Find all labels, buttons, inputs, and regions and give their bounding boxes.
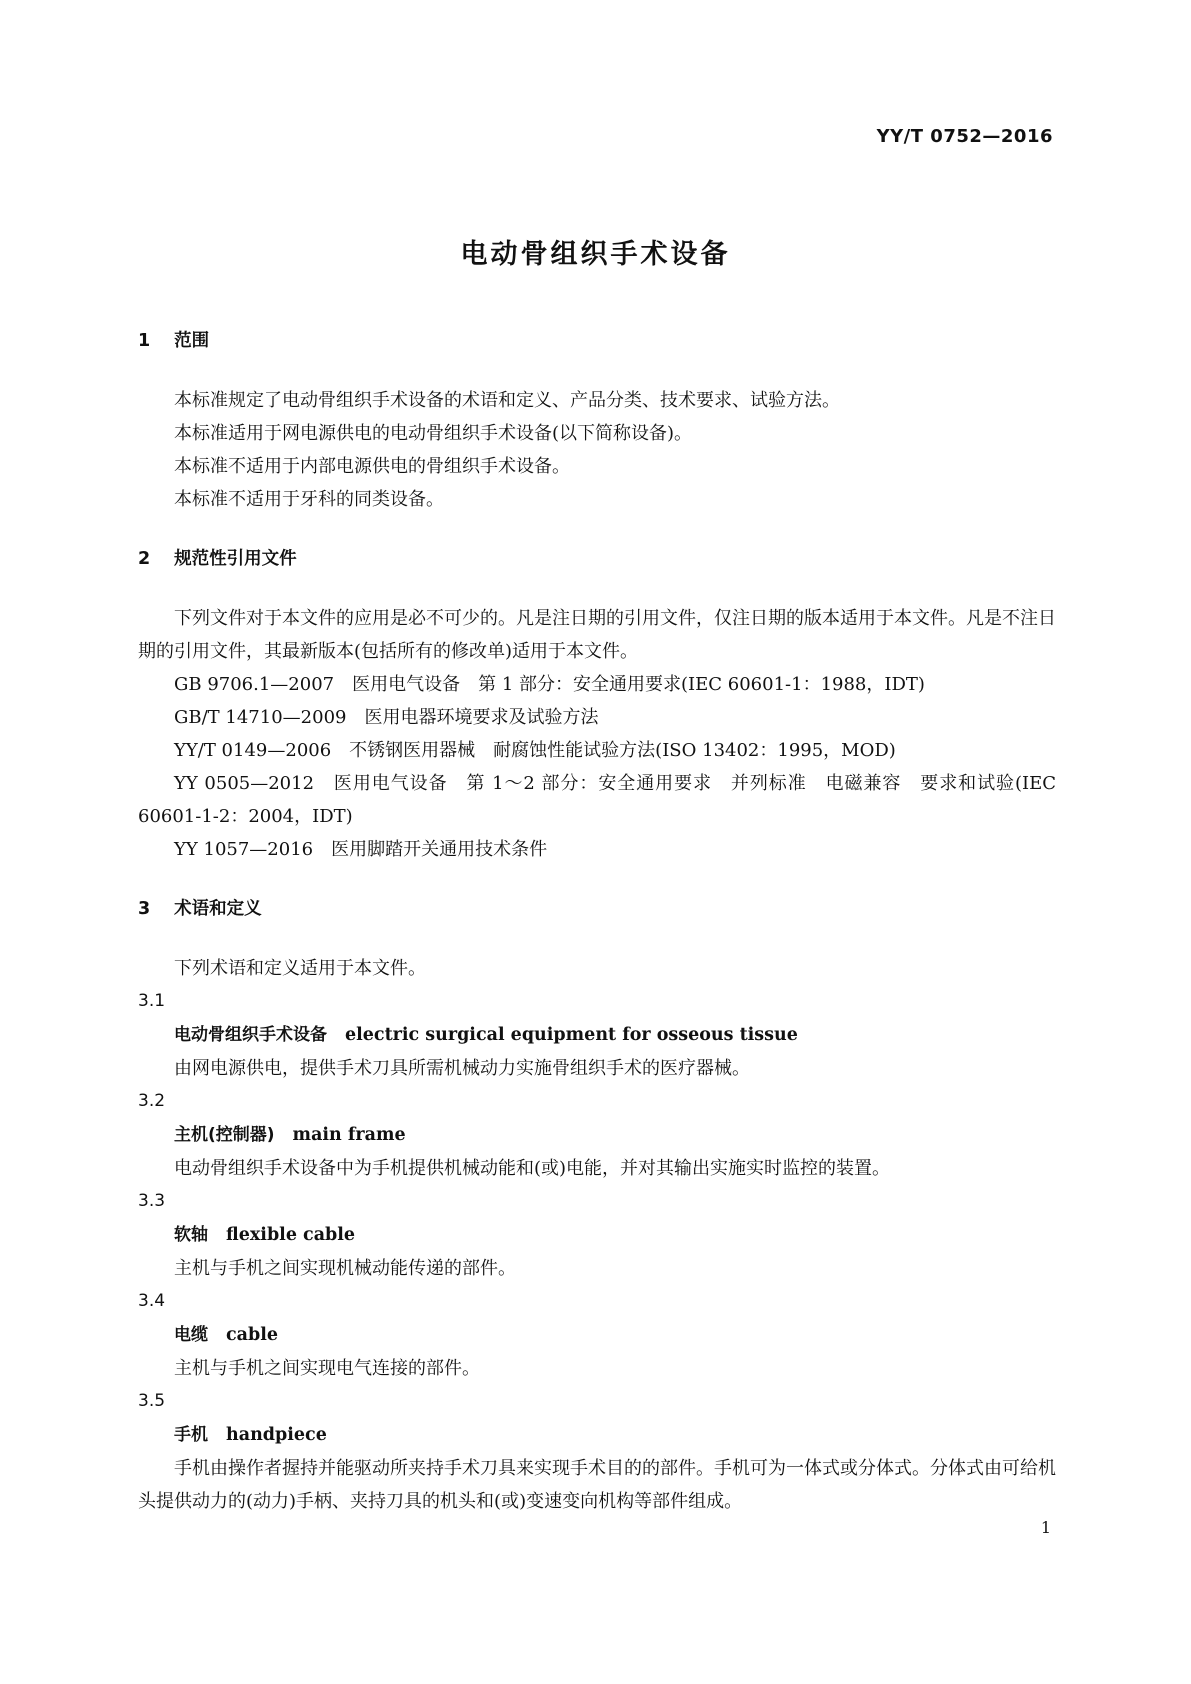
term-en: cable xyxy=(226,1325,279,1345)
term-number: 3.3 xyxy=(138,1191,166,1211)
term-number: 3.5 xyxy=(138,1391,166,1411)
term-heading xyxy=(138,1018,1056,1052)
section-1-heading xyxy=(138,325,1056,358)
term-zh: 主机(控制器) xyxy=(174,1125,275,1145)
section-number: 2 xyxy=(138,549,151,569)
term-en: flexible cable xyxy=(226,1225,356,1245)
reference-item: YY/T 0149—2006 不锈钢医用器械 耐腐蚀性能试验方法(ISO 13402：1995，MOD) xyxy=(174,740,896,761)
section-number: 3 xyxy=(138,899,151,919)
document-body xyxy=(138,325,1056,1518)
reference-item: GB 9706.1—2007 医用电气设备 第 1 部分：安全通用要求(IEC 60601-1：1988，IDT) xyxy=(174,674,925,695)
section-number: 1 xyxy=(138,331,151,351)
reference-item: YY 1057—2016 医用脚踏开关通用技术条件 xyxy=(174,839,548,860)
term-heading xyxy=(138,1118,1056,1152)
term-definition: 主机与手机之间实现电气连接的部件。 xyxy=(174,1358,480,1379)
paragraph: 本标准不适用于牙科的同类设备。 xyxy=(174,489,444,510)
term-heading xyxy=(138,1318,1056,1352)
paragraph: 下列术语和定义适用于本文件。 xyxy=(174,958,426,979)
term-number: 3.2 xyxy=(138,1091,166,1111)
term-definition: 主机与手机之间实现机械动能传递的部件。 xyxy=(174,1258,516,1279)
section-title: 规范性引用文件 xyxy=(174,549,297,569)
term-definition: 由网电源供电，提供手术刀具所需机械动力实施骨组织手术的医疗器械。 xyxy=(174,1058,750,1079)
page-number: 1 xyxy=(1040,1518,1051,1537)
term-en: electric surgical equipment for osseous tissue xyxy=(345,1025,798,1045)
section-2-heading xyxy=(138,543,1056,576)
term-heading xyxy=(138,1418,1056,1452)
term-en: main frame xyxy=(292,1125,406,1145)
term-definition: 手机由操作者握持并能驱动所夹持手术刀具来实现手术目的的部件。手机可为一体式或分体式。分体式由可给机头提供动力的(动力)手柄、夹持刀具的机头和(或)变速变向机构等部件组成。 xyxy=(138,1458,1056,1512)
reference-item: YY 0505—2012 医用电气设备 第 1～2 部分：安全通用要求 并列标准 电磁兼容 要求和试验(IEC 60601-1-2：2004，IDT) xyxy=(138,773,1056,827)
term-number: 3.4 xyxy=(138,1291,166,1311)
term-heading xyxy=(138,1218,1056,1252)
paragraph: 本标准不适用于内部电源供电的骨组织手术设备。 xyxy=(174,456,570,477)
section-3-heading xyxy=(138,893,1056,926)
paragraph: 下列文件对于本文件的应用是必不可少的。凡是注日期的引用文件，仅注日期的版本适用于本文件。凡是不注日期的引用文件，其最新版本(包括所有的修改单)适用于本文件。 xyxy=(138,608,1056,662)
term-definition: 电动骨组织手术设备中为手机提供机械动能和(或)电能，并对其输出实施实时监控的装置。 xyxy=(174,1158,891,1179)
term-zh: 软轴 xyxy=(174,1225,208,1245)
paragraph: 本标准适用于网电源供电的电动骨组织手术设备(以下简称设备)。 xyxy=(174,423,693,444)
section-title: 术语和定义 xyxy=(174,899,262,919)
standard-code: YY/T 0752—2016 xyxy=(876,126,1053,147)
term-zh: 电缆 xyxy=(174,1325,208,1345)
term-zh: 电动骨组织手术设备 xyxy=(174,1025,327,1045)
reference-item: GB/T 14710—2009 医用电器环境要求及试验方法 xyxy=(174,707,599,728)
paragraph: 本标准规定了电动骨组织手术设备的术语和定义、产品分类、技术要求、试验方法。 xyxy=(174,390,840,411)
term-en: handpiece xyxy=(226,1425,327,1445)
document-title: 电动骨组织手术设备 xyxy=(460,239,731,270)
term-number: 3.1 xyxy=(138,991,166,1011)
term-zh: 手机 xyxy=(174,1425,208,1445)
section-title: 范围 xyxy=(174,331,210,351)
